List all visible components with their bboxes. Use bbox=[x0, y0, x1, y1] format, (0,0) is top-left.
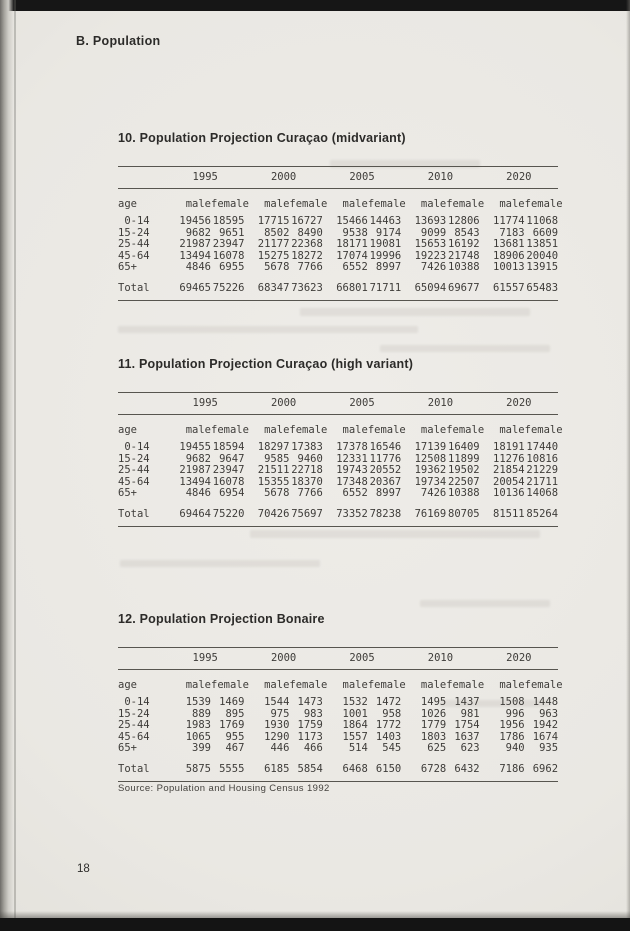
population-value: 17348 bbox=[336, 475, 368, 488]
age-group-row bbox=[118, 251, 558, 263]
male-column-header: male bbox=[264, 679, 290, 691]
population-value: 8543 bbox=[454, 226, 480, 239]
population-value: 20054 bbox=[493, 475, 525, 488]
age-group-label: 65+ bbox=[118, 742, 137, 755]
projection-table bbox=[118, 647, 563, 782]
population-value: 12331 bbox=[336, 452, 368, 465]
population-value: 10388 bbox=[448, 261, 480, 274]
population-value: 16546 bbox=[369, 441, 402, 453]
population-value: 9651 bbox=[219, 226, 245, 239]
total-label: Total bbox=[118, 507, 150, 520]
age-group-row bbox=[118, 262, 558, 274]
population-value: 1472 bbox=[375, 696, 402, 708]
age-group-label: 25-44 bbox=[118, 719, 150, 732]
population-value: 21511 bbox=[257, 464, 290, 477]
scan-artifact bbox=[300, 308, 530, 316]
age-group-row bbox=[118, 216, 558, 228]
year-header: 2010 bbox=[401, 648, 479, 670]
scan-artifact bbox=[118, 326, 418, 333]
age-group-row bbox=[118, 477, 558, 489]
scan-artifact bbox=[420, 600, 550, 607]
female-column-header: female bbox=[446, 424, 485, 436]
total-value: 7186 bbox=[499, 762, 525, 775]
total-value: 81511 bbox=[493, 507, 525, 520]
table-title: 11. Population Projection Curaçao (high variant) bbox=[118, 357, 414, 371]
population-value: 1001 bbox=[342, 707, 368, 720]
population-value: 8502 bbox=[264, 226, 290, 239]
population-value: 1779 bbox=[420, 719, 447, 732]
population-value: 21854 bbox=[493, 464, 525, 477]
scan-edge-bottom-shadow bbox=[0, 911, 630, 918]
total-value: 80705 bbox=[448, 507, 480, 520]
total-value: 5875 bbox=[185, 762, 211, 775]
population-value: 22718 bbox=[291, 464, 323, 477]
population-value: 11774 bbox=[493, 215, 525, 227]
population-value: 895 bbox=[225, 707, 245, 720]
female-column-header: female bbox=[446, 679, 485, 691]
population-value: 6552 bbox=[342, 261, 368, 274]
population-value: 7766 bbox=[297, 487, 323, 500]
population-value: 18272 bbox=[291, 249, 323, 262]
population-value: 19734 bbox=[414, 475, 447, 488]
population-value: 19455 bbox=[179, 441, 211, 453]
population-value: 8997 bbox=[375, 487, 402, 500]
year-header-spacer bbox=[118, 167, 166, 189]
population-value: 19223 bbox=[414, 249, 447, 262]
year-header: 2020 bbox=[480, 393, 558, 415]
female-column-header: female bbox=[524, 424, 563, 436]
population-value: 14463 bbox=[369, 215, 402, 227]
population-value: 983 bbox=[303, 707, 323, 720]
population-value: 1290 bbox=[264, 730, 290, 743]
population-value: 1759 bbox=[297, 719, 323, 732]
population-value: 19502 bbox=[448, 464, 480, 477]
table-section-curacao-high-variant bbox=[118, 357, 563, 527]
population-value: 12508 bbox=[414, 452, 447, 465]
female-column-header: female bbox=[289, 198, 328, 210]
year-header-spacer bbox=[118, 393, 166, 415]
total-row bbox=[118, 274, 558, 300]
age-group-label: 45-64 bbox=[118, 475, 150, 488]
population-value: 10136 bbox=[493, 487, 525, 500]
age-group-label: 65+ bbox=[118, 487, 137, 500]
year-header: 1995 bbox=[166, 393, 244, 415]
population-value: 7766 bbox=[297, 261, 323, 274]
population-value: 1754 bbox=[454, 719, 480, 732]
total-value: 75220 bbox=[212, 507, 245, 520]
population-value: 1557 bbox=[342, 730, 368, 743]
population-value: 9682 bbox=[185, 226, 211, 239]
female-column-header: female bbox=[524, 679, 563, 691]
year-header: 1995 bbox=[166, 167, 244, 189]
population-value: 12806 bbox=[448, 215, 480, 227]
total-value: 68347 bbox=[257, 281, 290, 294]
total-value: 6962 bbox=[532, 762, 559, 775]
year-header: 2005 bbox=[323, 393, 401, 415]
population-value: 13915 bbox=[526, 261, 559, 274]
total-value: 6468 bbox=[342, 762, 368, 775]
total-value: 5555 bbox=[219, 762, 245, 775]
population-value: 1539 bbox=[185, 696, 211, 708]
female-column-header: female bbox=[289, 424, 328, 436]
table-section-curacao-midvariant bbox=[118, 131, 563, 301]
total-value: 6185 bbox=[264, 762, 290, 775]
female-column-header: female bbox=[446, 198, 485, 210]
source-note: Source: Population and Housing Census 1992 bbox=[118, 783, 330, 794]
population-value: 21711 bbox=[526, 475, 559, 488]
population-value: 996 bbox=[505, 707, 525, 720]
table-title: 12. Population Projection Bonaire bbox=[118, 612, 325, 626]
projection-table bbox=[118, 392, 563, 527]
female-column-header: female bbox=[211, 679, 249, 691]
age-group-row bbox=[118, 697, 558, 709]
population-value: 9682 bbox=[185, 452, 211, 465]
population-value: 11776 bbox=[369, 452, 402, 465]
population-value: 13494 bbox=[179, 249, 211, 262]
population-value: 399 bbox=[192, 742, 211, 755]
population-value: 1026 bbox=[420, 707, 447, 720]
year-header: 1995 bbox=[166, 648, 244, 670]
population-value: 5678 bbox=[264, 487, 290, 500]
female-column-header: female bbox=[524, 198, 563, 210]
population-value: 963 bbox=[539, 707, 559, 720]
total-value: 65094 bbox=[414, 281, 447, 294]
population-value: 19081 bbox=[369, 238, 402, 251]
population-value: 21177 bbox=[257, 238, 290, 251]
population-value: 17383 bbox=[291, 441, 323, 453]
total-value: 71711 bbox=[369, 281, 402, 294]
female-column-header: female bbox=[367, 679, 406, 691]
population-value: 4846 bbox=[185, 261, 211, 274]
population-value: 1864 bbox=[342, 719, 368, 732]
male-column-header: male bbox=[420, 679, 447, 691]
age-group-label: 0-14 bbox=[118, 696, 150, 708]
population-value: 1803 bbox=[420, 730, 447, 743]
scan-edge-left bbox=[0, 0, 14, 931]
total-row bbox=[118, 755, 558, 781]
population-value: 11068 bbox=[526, 215, 559, 227]
total-value: 85264 bbox=[526, 507, 559, 520]
population-value: 19362 bbox=[414, 464, 447, 477]
population-value: 17715 bbox=[257, 215, 290, 227]
population-value: 21748 bbox=[448, 249, 480, 262]
age-group-row bbox=[118, 743, 558, 755]
male-column-header: male bbox=[185, 679, 211, 691]
population-value: 16192 bbox=[448, 238, 480, 251]
population-value: 17139 bbox=[414, 441, 447, 453]
total-label: Total bbox=[118, 281, 150, 294]
population-value: 18171 bbox=[336, 238, 368, 251]
population-value: 467 bbox=[225, 742, 245, 755]
population-value: 6955 bbox=[219, 261, 245, 274]
age-group-label: 0-14 bbox=[118, 215, 150, 227]
age-group-label: 25-44 bbox=[118, 464, 150, 477]
female-column-header: female bbox=[289, 679, 328, 691]
population-value: 21229 bbox=[526, 464, 559, 477]
population-value: 11276 bbox=[493, 452, 525, 465]
total-value: 6150 bbox=[375, 762, 402, 775]
population-value: 4846 bbox=[185, 487, 211, 500]
population-value: 6552 bbox=[342, 487, 368, 500]
male-column-header: male bbox=[342, 198, 368, 210]
population-value: 13681 bbox=[493, 238, 525, 251]
population-value: 1674 bbox=[532, 730, 559, 743]
population-value: 17440 bbox=[526, 441, 559, 453]
population-value: 8997 bbox=[375, 261, 402, 274]
population-value: 16078 bbox=[212, 475, 245, 488]
population-value: 975 bbox=[270, 707, 290, 720]
scan-edge-left-line bbox=[14, 0, 16, 931]
population-value: 9647 bbox=[219, 452, 245, 465]
total-value: 69465 bbox=[179, 281, 211, 294]
age-column-header: age bbox=[118, 424, 137, 436]
year-header: 2000 bbox=[244, 393, 322, 415]
population-value: 1448 bbox=[532, 696, 559, 708]
male-column-header: male bbox=[185, 424, 211, 436]
page-number: 18 bbox=[77, 863, 90, 875]
population-value: 15275 bbox=[257, 249, 290, 262]
female-column-header: female bbox=[211, 198, 249, 210]
age-group-label: 65+ bbox=[118, 261, 137, 274]
population-value: 16078 bbox=[212, 249, 245, 262]
population-value: 18297 bbox=[257, 441, 290, 453]
population-value: 10816 bbox=[526, 452, 559, 465]
age-group-row bbox=[118, 709, 558, 721]
male-column-header: male bbox=[264, 198, 290, 210]
year-header: 2000 bbox=[244, 648, 322, 670]
age-group-label: 15-24 bbox=[118, 226, 150, 239]
population-value: 21987 bbox=[179, 464, 211, 477]
total-value: 73623 bbox=[291, 281, 323, 294]
section-header: B. Population bbox=[76, 34, 161, 48]
total-value: 61557 bbox=[493, 281, 525, 294]
age-group-label: 15-24 bbox=[118, 707, 150, 720]
male-column-header: male bbox=[499, 198, 525, 210]
population-value: 5678 bbox=[264, 261, 290, 274]
year-header: 2010 bbox=[401, 167, 479, 189]
population-value: 6609 bbox=[532, 226, 559, 239]
scan-artifact bbox=[120, 560, 320, 567]
population-value: 1173 bbox=[297, 730, 323, 743]
population-value: 10013 bbox=[493, 261, 525, 274]
population-value: 1983 bbox=[185, 719, 211, 732]
population-value: 1772 bbox=[375, 719, 402, 732]
age-group-label: 45-64 bbox=[118, 730, 150, 743]
population-value: 1956 bbox=[499, 719, 525, 732]
male-column-header: male bbox=[185, 198, 211, 210]
age-group-label: 45-64 bbox=[118, 249, 150, 262]
total-value: 6432 bbox=[454, 762, 480, 775]
total-value: 73352 bbox=[336, 507, 368, 520]
population-value: 18191 bbox=[493, 441, 525, 453]
total-value: 5854 bbox=[297, 762, 323, 775]
population-value: 20040 bbox=[526, 249, 559, 262]
total-value: 76169 bbox=[414, 507, 447, 520]
year-header: 2000 bbox=[244, 167, 322, 189]
population-value: 9174 bbox=[375, 226, 402, 239]
total-value: 75226 bbox=[212, 281, 245, 294]
population-value: 955 bbox=[225, 730, 245, 743]
total-value: 69464 bbox=[179, 507, 211, 520]
population-value: 1769 bbox=[219, 719, 245, 732]
population-value: 1065 bbox=[185, 730, 211, 743]
population-value: 23947 bbox=[212, 238, 245, 251]
population-value: 15466 bbox=[336, 215, 368, 227]
total-value: 70426 bbox=[257, 507, 290, 520]
total-value: 66801 bbox=[336, 281, 368, 294]
population-value: 17074 bbox=[336, 249, 368, 262]
population-value: 1930 bbox=[264, 719, 290, 732]
population-value: 940 bbox=[505, 742, 525, 755]
age-group-row bbox=[118, 488, 558, 500]
population-value: 9585 bbox=[264, 452, 290, 465]
population-value: 981 bbox=[460, 707, 480, 720]
population-value: 22507 bbox=[448, 475, 480, 488]
female-column-header: female bbox=[211, 424, 249, 436]
male-column-header: male bbox=[420, 198, 447, 210]
year-header: 2020 bbox=[480, 167, 558, 189]
table-title: 10. Population Projection Curaçao (midvariant) bbox=[118, 131, 406, 145]
table-section-bonaire bbox=[118, 612, 563, 782]
population-value: 16409 bbox=[448, 441, 480, 453]
population-value: 7183 bbox=[499, 226, 525, 239]
population-value: 19996 bbox=[369, 249, 402, 262]
male-column-header: male bbox=[499, 679, 525, 691]
population-value: 446 bbox=[270, 742, 290, 755]
total-value: 78238 bbox=[369, 507, 402, 520]
total-row bbox=[118, 500, 558, 526]
population-value: 1495 bbox=[420, 696, 447, 708]
population-value: 18906 bbox=[493, 249, 525, 262]
population-value: 1403 bbox=[375, 730, 402, 743]
female-column-header: female bbox=[367, 198, 406, 210]
population-value: 15653 bbox=[414, 238, 447, 251]
population-value: 466 bbox=[303, 742, 323, 755]
population-value: 7426 bbox=[420, 487, 447, 500]
age-column-header: age bbox=[118, 679, 137, 691]
population-value: 1637 bbox=[454, 730, 480, 743]
age-group-row bbox=[118, 720, 558, 732]
population-value: 20367 bbox=[369, 475, 402, 488]
population-value: 623 bbox=[460, 742, 480, 755]
male-column-header: male bbox=[342, 424, 368, 436]
scan-artifact bbox=[380, 345, 550, 352]
population-value: 18370 bbox=[291, 475, 323, 488]
population-value: 1532 bbox=[342, 696, 368, 708]
population-value: 1508 bbox=[499, 696, 525, 708]
age-group-label: 25-44 bbox=[118, 238, 150, 251]
population-value: 1942 bbox=[532, 719, 559, 732]
age-group-row bbox=[118, 442, 558, 454]
year-header: 2010 bbox=[401, 393, 479, 415]
population-value: 935 bbox=[539, 742, 559, 755]
year-header: 2020 bbox=[480, 648, 558, 670]
population-value: 1437 bbox=[454, 696, 480, 708]
male-column-header: male bbox=[342, 679, 368, 691]
population-value: 1469 bbox=[219, 696, 245, 708]
population-value: 9099 bbox=[420, 226, 447, 239]
total-value: 65483 bbox=[526, 281, 559, 294]
age-group-label: 0-14 bbox=[118, 441, 150, 453]
population-value: 17378 bbox=[336, 441, 368, 453]
population-value: 13851 bbox=[526, 238, 559, 251]
total-value: 6728 bbox=[420, 762, 447, 775]
male-column-header: male bbox=[264, 424, 290, 436]
year-header: 2005 bbox=[323, 167, 401, 189]
projection-table bbox=[118, 166, 563, 301]
scan-edge-right bbox=[626, 0, 630, 931]
population-value: 958 bbox=[382, 707, 402, 720]
population-value: 8490 bbox=[297, 226, 323, 239]
male-column-header: male bbox=[420, 424, 447, 436]
population-value: 9460 bbox=[297, 452, 323, 465]
scan-edge-top bbox=[0, 0, 630, 11]
population-value: 18595 bbox=[212, 215, 245, 227]
population-value: 19743 bbox=[336, 464, 368, 477]
population-value: 19456 bbox=[179, 215, 211, 227]
total-value: 75697 bbox=[291, 507, 323, 520]
male-column-header: male bbox=[499, 424, 525, 436]
age-group-row bbox=[118, 732, 558, 744]
population-value: 10388 bbox=[448, 487, 480, 500]
population-value: 11899 bbox=[448, 452, 480, 465]
population-value: 1544 bbox=[264, 696, 290, 708]
population-value: 1786 bbox=[499, 730, 525, 743]
population-value: 9538 bbox=[342, 226, 368, 239]
age-group-label: 15-24 bbox=[118, 452, 150, 465]
year-header: 2005 bbox=[323, 648, 401, 670]
scan-edge-bottom bbox=[0, 918, 630, 931]
population-value: 22368 bbox=[291, 238, 323, 251]
population-value: 625 bbox=[427, 742, 447, 755]
population-value: 6954 bbox=[219, 487, 245, 500]
population-value: 16727 bbox=[291, 215, 323, 227]
year-header-spacer bbox=[118, 648, 166, 670]
age-column-header: age bbox=[118, 198, 137, 210]
population-value: 545 bbox=[382, 742, 402, 755]
population-value: 21987 bbox=[179, 238, 211, 251]
total-value: 69677 bbox=[448, 281, 480, 294]
population-value: 13494 bbox=[179, 475, 211, 488]
population-value: 7426 bbox=[420, 261, 447, 274]
population-value: 514 bbox=[348, 742, 368, 755]
total-label: Total bbox=[118, 762, 150, 775]
population-value: 1473 bbox=[297, 696, 323, 708]
population-value: 889 bbox=[192, 707, 211, 720]
female-column-header: female bbox=[367, 424, 406, 436]
population-value: 18594 bbox=[212, 441, 245, 453]
population-value: 13693 bbox=[414, 215, 447, 227]
population-value: 20552 bbox=[369, 464, 402, 477]
population-value: 14068 bbox=[526, 487, 559, 500]
scan-artifact bbox=[250, 530, 540, 538]
population-value: 15355 bbox=[257, 475, 290, 488]
population-value: 23947 bbox=[212, 464, 245, 477]
